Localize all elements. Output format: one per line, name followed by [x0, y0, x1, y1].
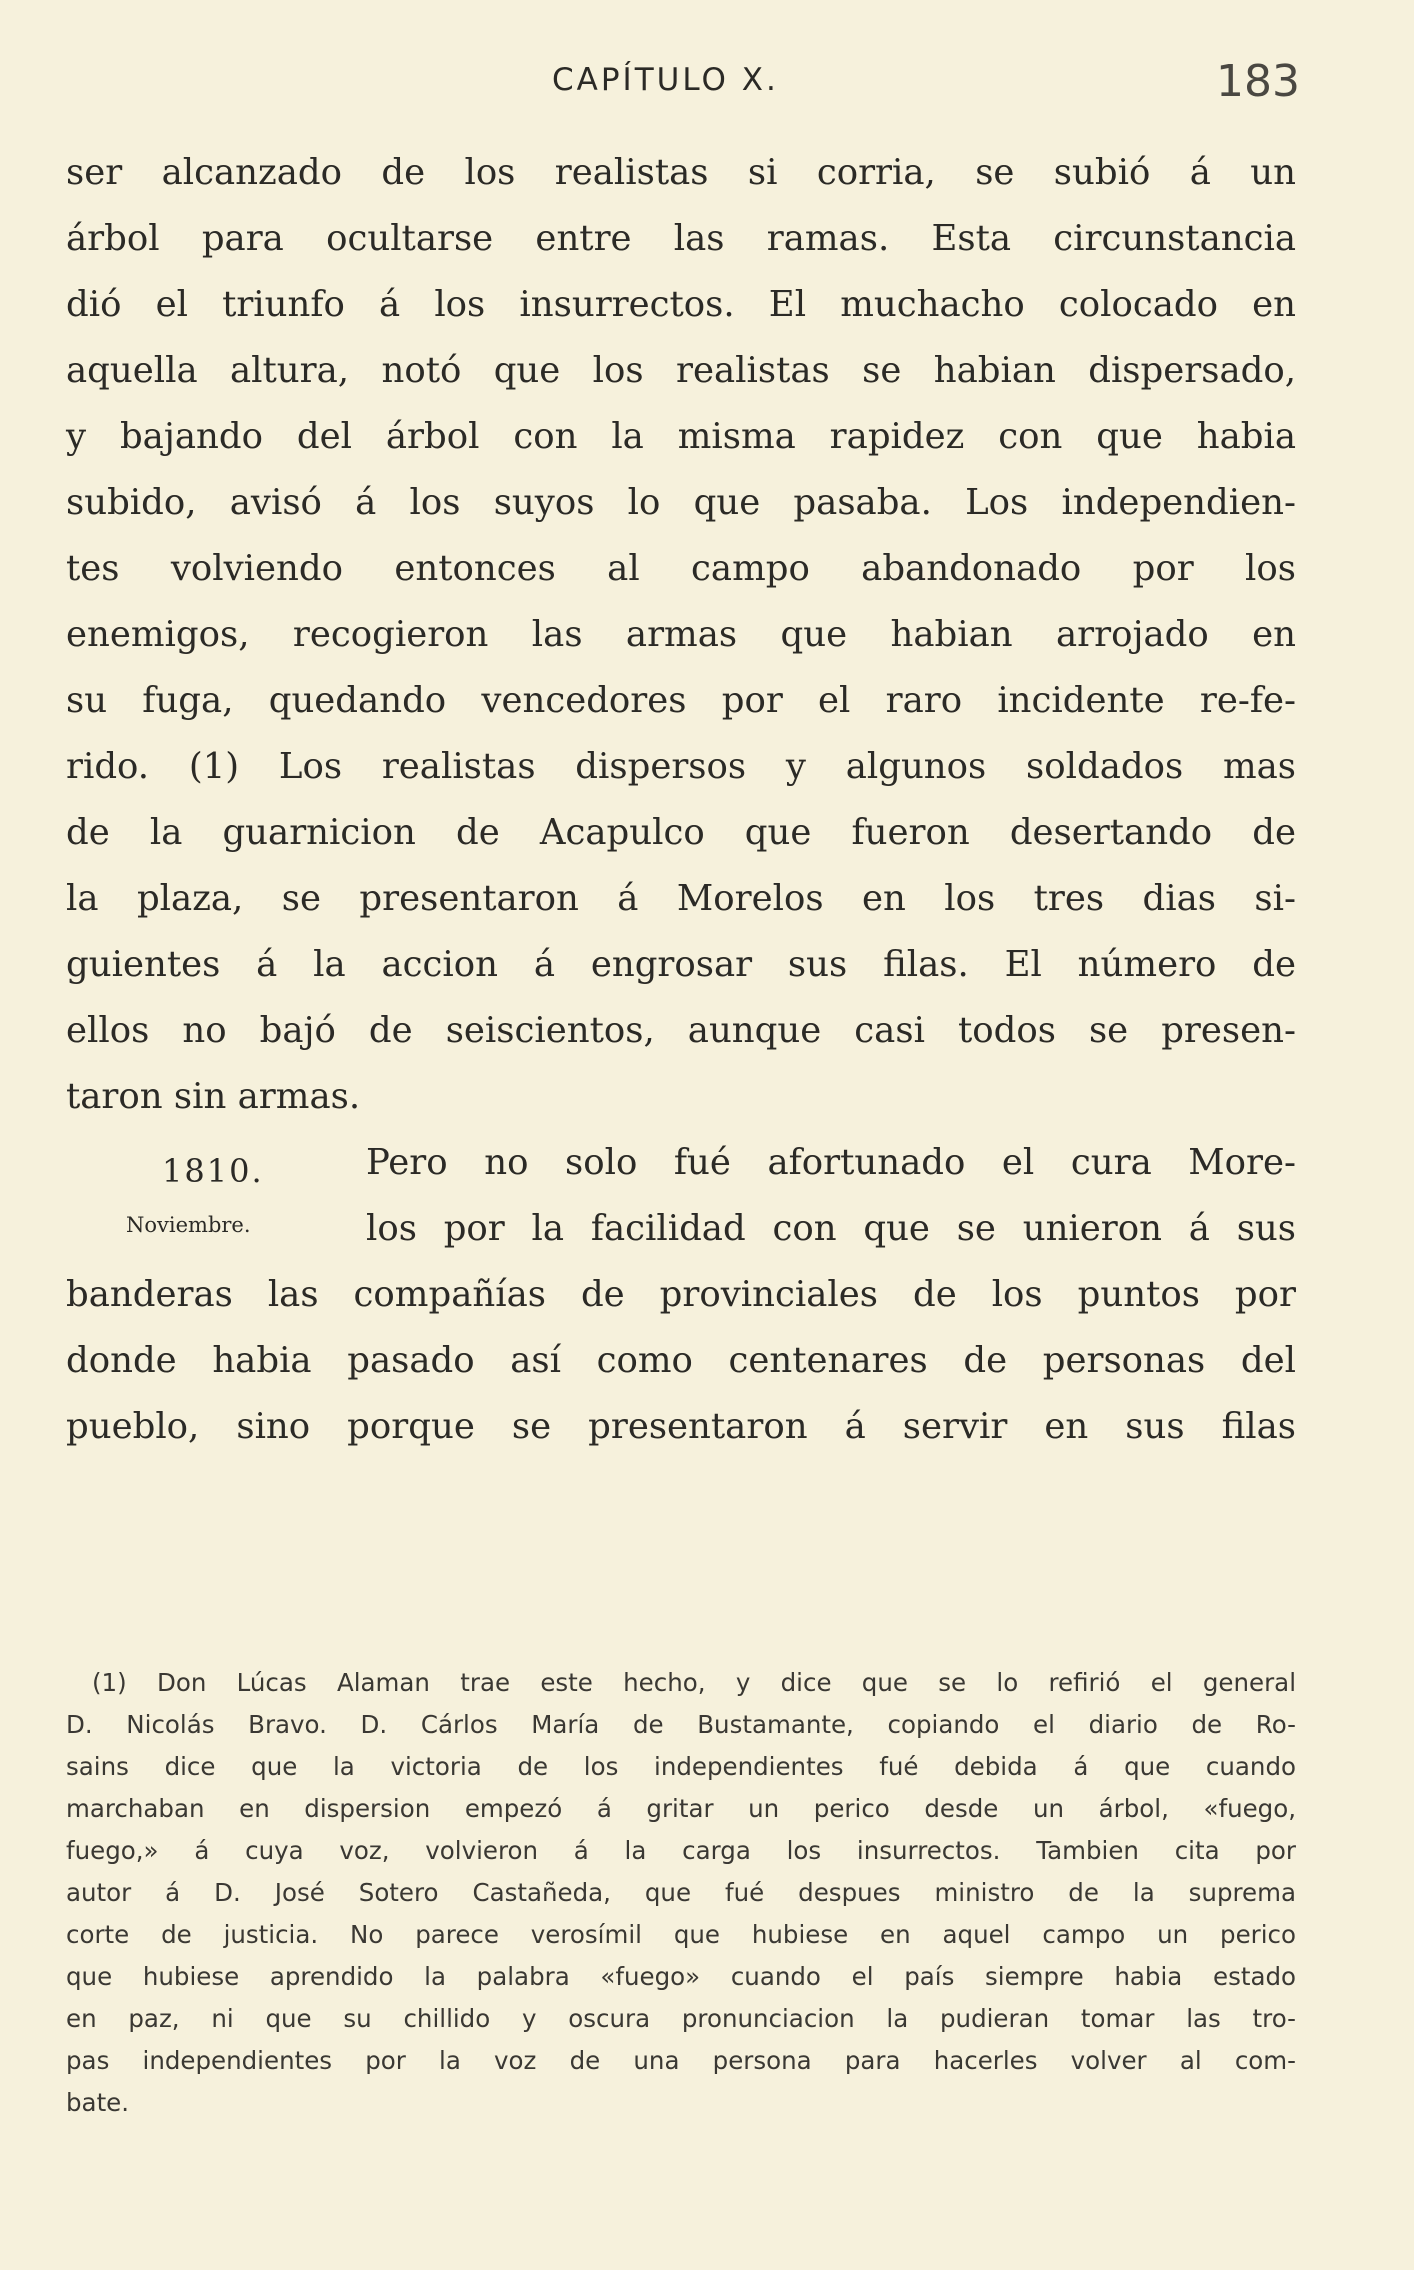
footnote-line: marchaban en dispersion empezó á gritar un perico desde un árbol, «fuego,: [66, 1794, 1296, 1823]
margin-note-month: Noviembre.: [126, 1213, 251, 1237]
footnote-line: D. Nicolás Bravo. D. Cárlos María de Bustamante, copiando el diario de Ro-: [66, 1710, 1296, 1739]
footnote-line: en paz, ni que su chillido y oscura pronunciacion la pudieran tomar las tro-: [66, 2004, 1296, 2033]
footnote-line: corte de justicia. No parece verosímil que hubiese en aquel campo un perico: [66, 1920, 1296, 1949]
text-line: taron sin armas.: [66, 1076, 361, 1117]
text-line: pueblo, sino porque se presentaron á servir en sus filas: [66, 1406, 1296, 1447]
text-line-content: Pero no solo fué afortunado el cura More-: [366, 1142, 1296, 1183]
text-line: dió el triunfo á los insurrectos. El muchacho colocado en: [66, 284, 1296, 325]
footnote-line: (1) Don Lúcas Alaman trae este hecho, y dice que se lo refirió el general: [92, 1668, 1296, 1697]
text-line: árbol para ocultarse entre las ramas. Esta circunstancia: [66, 218, 1296, 259]
footnote-line: fuego,» á cuya voz, volvieron á la carga los insurrectos. Tambien cita por: [66, 1836, 1296, 1865]
footnote-line: que hubiese aprendido la palabra «fuego» cuando el país siempre habia estado: [66, 1962, 1296, 1991]
text-line: guientes á la accion á engrosar sus filas. El número de: [66, 944, 1296, 985]
footnote: [66, 1662, 1296, 2124]
text-line-with-margin-note: [66, 1196, 1296, 1262]
text-line: donde habia pasado así como centenares de personas del: [66, 1340, 1296, 1381]
footnote-line: bate.: [66, 2088, 130, 2117]
text-line-with-margin-note: [66, 1130, 1296, 1196]
text-line: ellos no bajó de seiscientos, aunque casi todos se presen-: [66, 1010, 1296, 1051]
text-line-content: los por la facilidad con que se unieron á sus: [366, 1208, 1296, 1249]
text-line: rido. (1) Los realistas dispersos y algunos soldados mas: [66, 746, 1296, 787]
footnote-line: sains dice que la victoria de los independientes fué debida á que cuando: [66, 1752, 1296, 1781]
footnote-line: pas independientes por la voz de una persona para hacerles volver al com-: [66, 2046, 1296, 2075]
running-title: CAPÍTULO X.: [552, 62, 779, 98]
text-line: subido, avisó á los suyos lo que pasaba. Los independien-: [66, 482, 1296, 523]
text-line: ser alcanzado de los realistas si corria, se subió á un: [66, 152, 1296, 193]
body-text: [66, 140, 1296, 1460]
text-line: aquella altura, notó que los realistas se habian dispersado,: [66, 350, 1296, 391]
page-header: [0, 56, 1414, 122]
page-number: 183: [1216, 56, 1300, 107]
text-line: y bajando del árbol con la misma rapidez con que habia: [66, 416, 1296, 457]
text-line: de la guarnicion de Acapulco que fueron desertando de: [66, 812, 1296, 853]
text-line: la plaza, se presentaron á Morelos en los tres dias si-: [66, 878, 1296, 919]
text-line: enemigos, recogieron las armas que habian arrojado en: [66, 614, 1296, 655]
text-line: tes volviendo entonces al campo abandonado por los: [66, 548, 1296, 589]
margin-note-year: 1810.: [162, 1152, 264, 1190]
text-line: su fuga, quedando vencedores por el raro incidente re-fe-: [66, 680, 1296, 721]
text-line: banderas las compañías de provinciales de los puntos por: [66, 1274, 1296, 1315]
footnote-line: autor á D. José Sotero Castañeda, que fué despues ministro de la suprema: [66, 1878, 1296, 1907]
